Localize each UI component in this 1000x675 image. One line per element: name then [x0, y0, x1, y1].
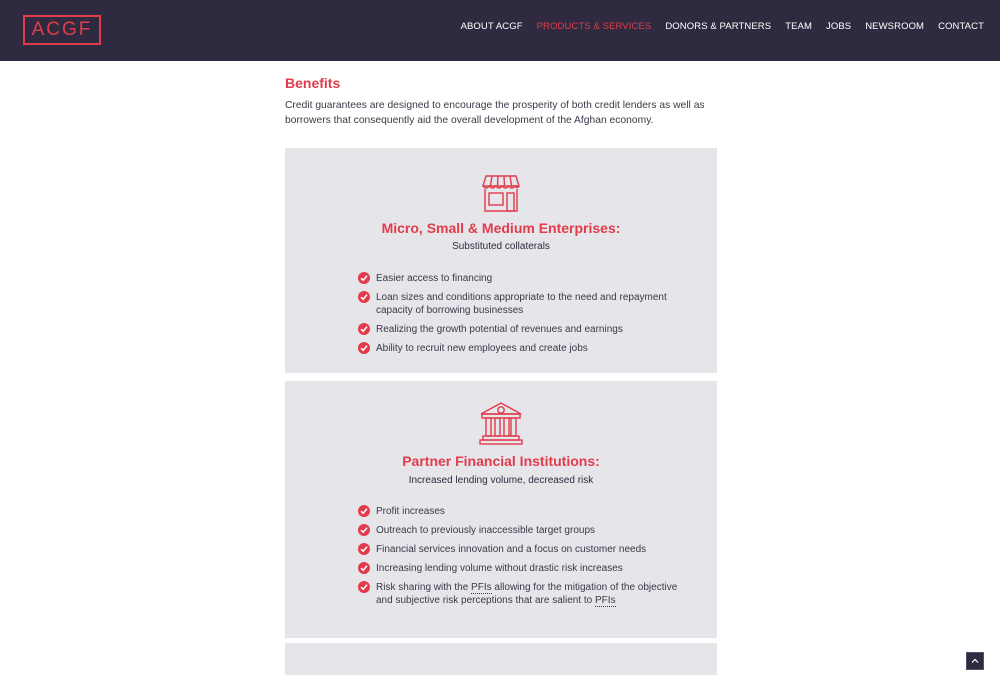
list-item-text: Easier access to financing	[376, 273, 493, 284]
nav-team[interactable]: TEAM	[785, 21, 812, 32]
list-item	[358, 581, 678, 607]
chevron-up-icon	[970, 656, 980, 666]
list-item	[358, 505, 678, 518]
nav-jobs[interactable]: JOBS	[826, 21, 852, 32]
check-circle-icon	[358, 581, 370, 593]
card-title: Partner Financial Institutions:	[402, 453, 600, 469]
main-nav	[461, 21, 984, 32]
list-item-text: Realizing the growth potential of revenues and earnings	[376, 324, 623, 335]
list-item-text: Increasing lending volume without drastic risk increases	[376, 563, 623, 574]
list-item-text: Outreach to previously inaccessible target groups	[376, 525, 596, 536]
list-item	[358, 524, 678, 537]
benefits-intro: Credit guarantees are designed to encourage the prosperity of both credit lenders as well as borrowers that consequently aid the overall development of the Afghan economy.	[285, 100, 705, 126]
pfis-abbreviation[interactable]: PFIs	[471, 582, 492, 593]
benefit-card-partial	[285, 643, 717, 675]
check-circle-icon	[358, 323, 370, 335]
list-item	[358, 562, 678, 575]
scroll-to-top-button[interactable]	[966, 652, 984, 670]
nav-newsroom[interactable]: NEWSROOM	[865, 21, 925, 32]
list-item	[358, 272, 678, 285]
check-circle-icon	[358, 505, 370, 517]
card-title: Micro, Small & Medium Enterprises:	[381, 220, 621, 236]
benefit-list	[358, 505, 678, 613]
list-item-text: Financial services innovation and a focus on customer needs	[376, 544, 647, 555]
list-item	[358, 342, 678, 355]
nav-products-services[interactable]: PRODUCTS & SERVICES	[536, 21, 652, 32]
check-circle-icon	[358, 272, 370, 284]
list-item	[358, 323, 678, 336]
benefit-list	[358, 272, 678, 361]
logo[interactable]: ACGF	[23, 15, 101, 45]
nav-donors-partners[interactable]: DONORS & PARTNERS	[665, 21, 772, 32]
check-circle-icon	[358, 562, 370, 574]
list-item	[358, 291, 678, 317]
check-circle-icon	[358, 342, 370, 354]
list-item-text: Profit increases	[376, 506, 445, 517]
pfis-abbreviation[interactable]: PFIs	[595, 595, 616, 606]
benefit-card-smes	[285, 148, 717, 373]
card-subtitle: Increased lending volume, decreased risk	[408, 475, 594, 486]
storefront-icon	[478, 172, 524, 218]
benefits-heading: Benefits	[285, 75, 341, 91]
card-subtitle: Substituted collaterals	[452, 241, 550, 252]
list-item-text: Ability to recruit new employees and create jobs	[376, 343, 588, 354]
list-item	[358, 543, 678, 556]
nav-contact[interactable]: CONTACT	[938, 21, 984, 32]
list-item-text: Loan sizes and conditions appropriate to the need and repayment capacity of borrowing businesses	[376, 292, 667, 316]
check-circle-icon	[358, 524, 370, 536]
benefit-card-pfis	[285, 381, 717, 638]
check-circle-icon	[358, 543, 370, 555]
list-item-text-part: Risk sharing with the	[376, 582, 472, 593]
site-header	[0, 0, 1000, 61]
nav-about[interactable]: ABOUT ACGF	[460, 21, 523, 32]
bank-icon	[478, 401, 524, 447]
check-circle-icon	[358, 291, 370, 303]
list-item-text-part: allowing for the mitigation of the objective and subjective risk perceptions that are salient to	[376, 582, 678, 606]
